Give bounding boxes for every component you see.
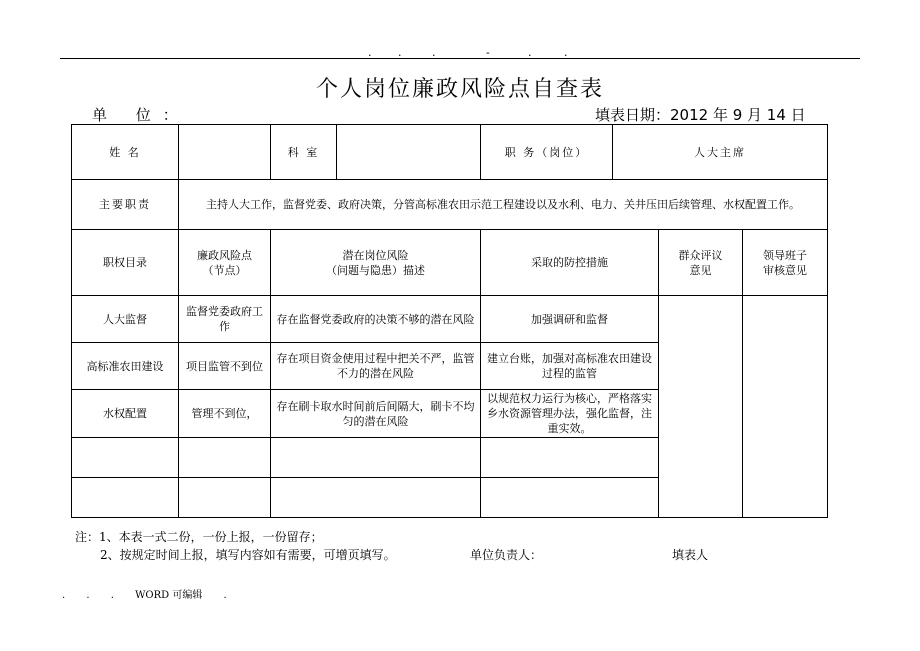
row-item[interactable]: 水权配置: [72, 390, 179, 438]
header-mark: .: [564, 46, 568, 59]
empty-cell[interactable]: [271, 478, 481, 518]
col-header-measures: 采取的防控措施: [481, 230, 659, 296]
name-label: 姓 名: [72, 125, 179, 180]
col-header-authority: 职权目录: [72, 230, 179, 296]
footer-mark: .: [223, 590, 227, 601]
col-header-risk-desc-line2: （问题与隐患）描述: [326, 263, 425, 277]
duties-label: 主要职责: [72, 180, 179, 230]
empty-cell[interactable]: [72, 438, 179, 478]
row-item[interactable]: 人大监督: [72, 296, 179, 343]
row-risk-point[interactable]: 监督党委政府工作: [179, 296, 271, 343]
col-header-risk-point-line2: （节点）: [202, 263, 247, 277]
name-value[interactable]: [179, 125, 271, 180]
col-header-public-review-line1: 群众评议: [678, 248, 723, 262]
fill-date: 填表日期：2012 年 9 月 14 日: [595, 106, 806, 124]
header-rule: [60, 58, 860, 59]
row-item[interactable]: 高标准农田建设: [72, 343, 179, 390]
dept-label: 科 室: [271, 125, 337, 180]
header-mark: .: [368, 46, 372, 59]
col-header-risk-desc: [271, 230, 481, 296]
filler-label: 填表人: [672, 548, 709, 562]
empty-cell[interactable]: [481, 438, 659, 478]
row-risk-desc[interactable]: 存在刷卡取水时间前后间隔大，刷卡不均匀的潜在风险: [271, 390, 481, 438]
footer-mark: .: [62, 590, 66, 601]
position-value[interactable]: 人大主席: [613, 125, 828, 180]
col-header-leader-review-line1: 领导班子: [763, 248, 807, 262]
empty-cell[interactable]: [179, 438, 271, 478]
empty-cell[interactable]: [481, 478, 659, 518]
note-line-1: 注：1、本表一式二份，一份上报，一份留存；: [75, 530, 323, 544]
self-check-table: [71, 124, 828, 518]
row-measures[interactable]: 加强调研和监督: [481, 296, 659, 343]
empty-cell[interactable]: [271, 438, 481, 478]
position-label: 职 务（岗位）: [481, 125, 613, 180]
col-header-risk-point-line1: 廉政风险点: [197, 248, 252, 262]
empty-cell[interactable]: [72, 478, 179, 518]
row-measures[interactable]: 建立台账，加强对高标准农田建设过程的监管: [481, 343, 659, 390]
dept-value[interactable]: [337, 125, 481, 180]
unit-label: 单 位：: [92, 106, 190, 124]
footer-mark: .: [86, 590, 90, 601]
header-mark: .: [432, 46, 436, 59]
col-header-risk-point: [179, 230, 271, 296]
col-header-leader-review-line2: 审核意见: [763, 263, 807, 277]
row-risk-desc[interactable]: 存在项目资金使用过程中把关不严，监管不力的潜在风险: [271, 343, 481, 390]
col-header-public-review: [659, 230, 743, 296]
row-risk-point[interactable]: 项目监管不到位: [179, 343, 271, 390]
public-review-cell[interactable]: [659, 296, 743, 518]
col-header-risk-desc-line1: 潜在岗位风险: [342, 248, 409, 262]
empty-cell[interactable]: [179, 478, 271, 518]
header-mark: .: [398, 46, 402, 59]
note-line-2: 2、按规定时间上报，填写内容如有需要，可增页填写。: [100, 548, 396, 562]
page-title: 个人岗位廉政风险点自查表: [315, 77, 604, 102]
table-row: [72, 296, 828, 343]
footer-text: WORD 可编辑: [135, 590, 203, 601]
unit-head-label: 单位负责人：: [470, 548, 543, 562]
header-mark: -: [486, 46, 490, 59]
column-header-row: [72, 230, 828, 296]
row-risk-point[interactable]: 管理不到位，: [179, 390, 271, 438]
info-row: [72, 125, 828, 180]
duties-text[interactable]: 主持人大工作，监督党委、政府决策，分管高标准农田示范工程建设以及水利、电力、关井压田后续管理、水权配置工作。: [179, 180, 828, 230]
header-marks: [350, 46, 590, 58]
footer-mark: .: [110, 590, 114, 601]
leader-review-cell[interactable]: [743, 296, 828, 518]
duties-row: [72, 180, 828, 230]
col-header-public-review-line2: 意见: [689, 263, 712, 277]
footer: [62, 586, 245, 601]
header-mark: .: [528, 46, 532, 59]
row-measures[interactable]: 以规范权力运行为核心，严格落实乡水资源管理办法，强化监督，注重实效。: [481, 390, 659, 438]
col-header-leader-review: [743, 230, 828, 296]
row-risk-desc[interactable]: 存在监督党委政府的决策不够的潜在风险: [271, 296, 481, 343]
